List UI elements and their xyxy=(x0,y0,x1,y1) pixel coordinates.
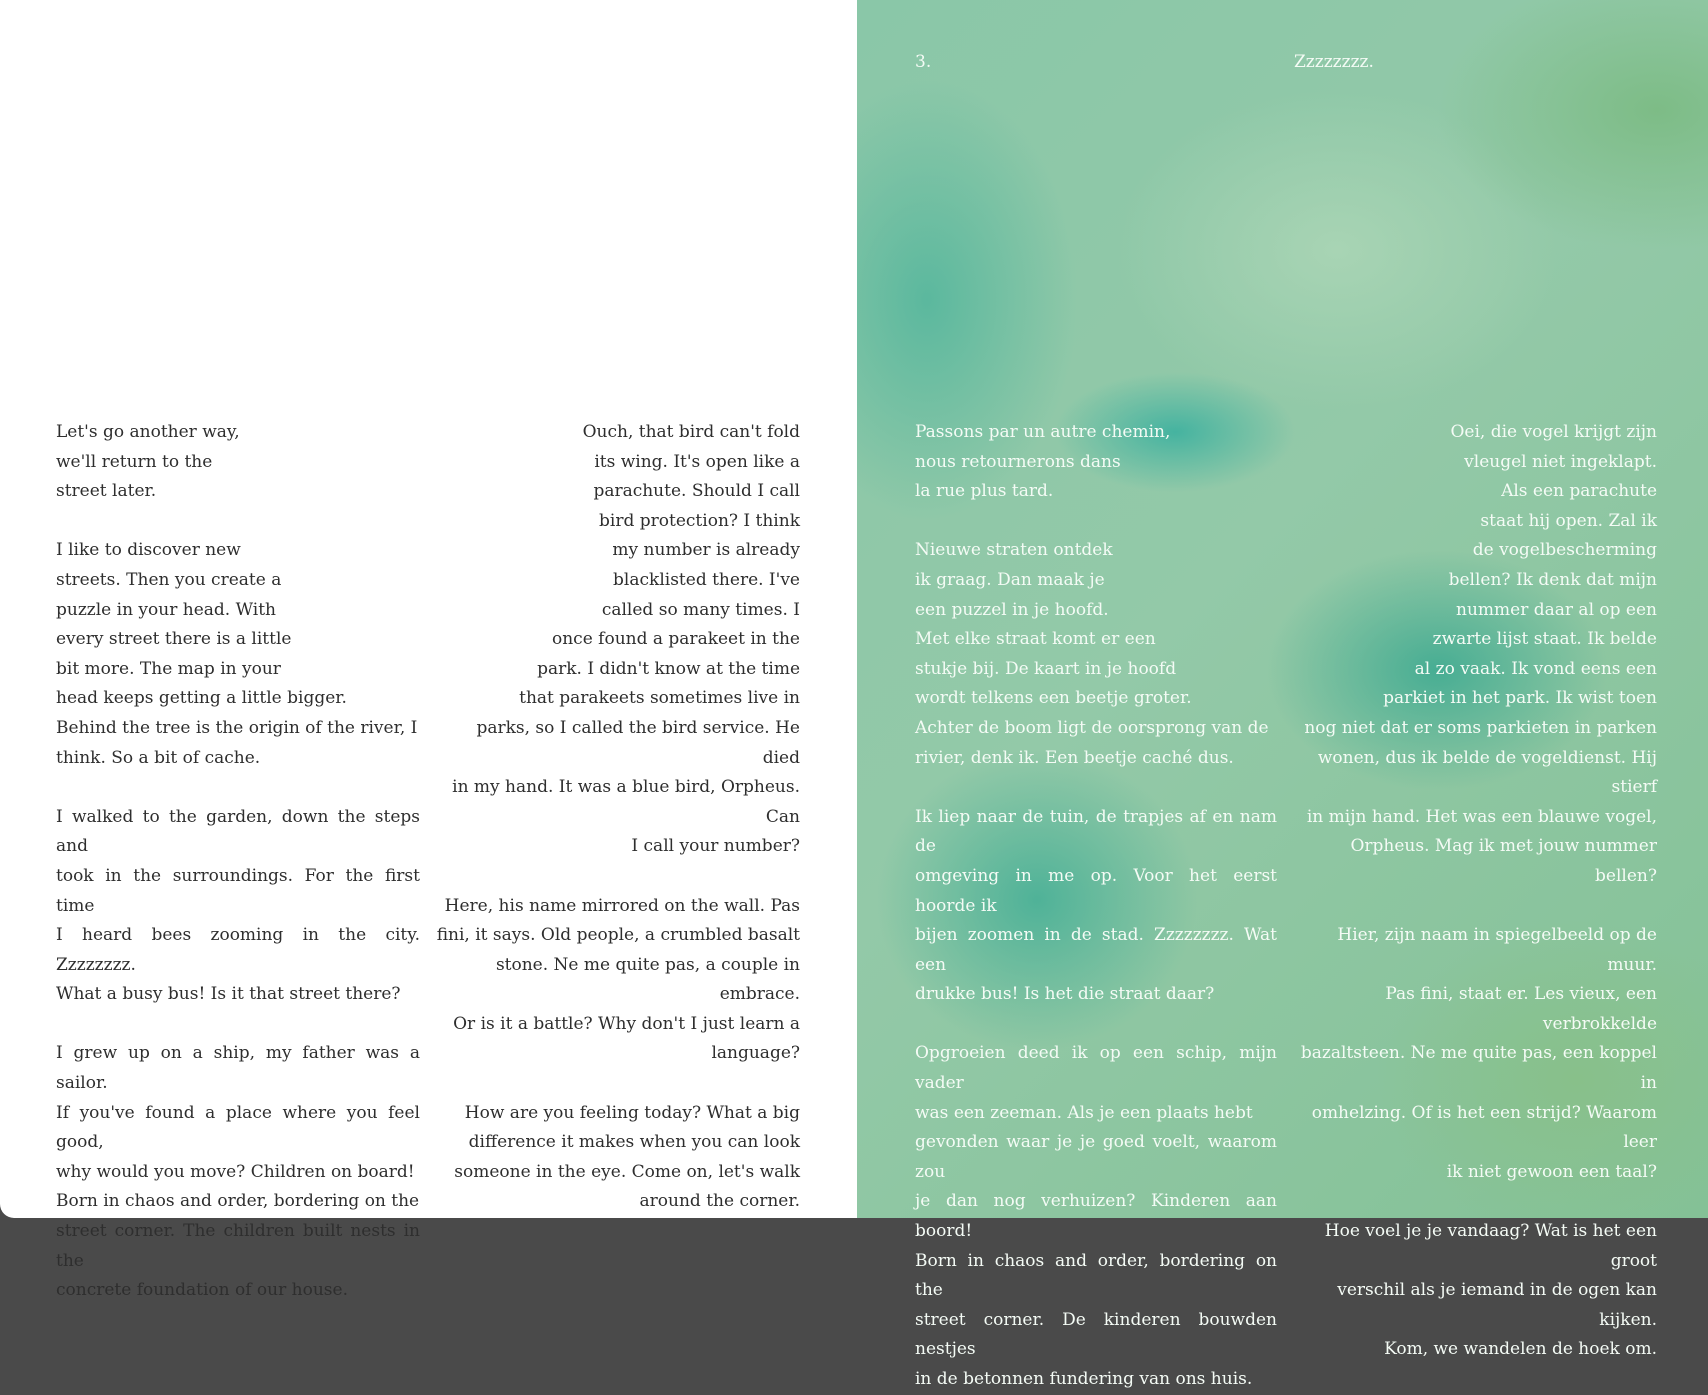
page-title: Zzzzzzzz. xyxy=(1294,52,1374,72)
right-column-dutch-2: Oei, die vogel krijgt zijn vleugel niet ingeklapt. Als een parachute staat hij open. Zal ik de vogelbescherming bellen? Ik denk dat mijn nummer daar al op een zwarte lijst staat. Ik belde al zo vaak. Ik vond eens een parkiet in het park. Ik wist toen nog niet dat er soms parkieten in parken wonen, dus ik belde de vogeldienst. Hij stierf in mijn hand. Het was een blauwe vogel, Orpheus. Mag ik met jouw nummer bellen? Hier, zijn naam in spiegelbeeld op de muur. Pas fini, staat er. Les vieux, een verbrokkelde bazaltsteen. Ne me quite pas, een koppel in omhelzing. Of is het een strijd? Waarom leer ik niet gewoon een taal? Hoe voel je je vandaag? Wat is het een groot verschil als je iemand in de ogen kan kijken. Kom, we wandelen de hoek om. xyxy=(1300,422,1657,1360)
left-column-english-2: Ouch, that bird can't fold its wing. It's open like a parachute. Should I call bird protection? I think my number is already blacklisted there. I've called so many times. I once found a parakeet in the park. I didn't know at the time that parakeets sometimes live in parks, so I called the bird service. He died in my hand. It was a blue bird, Orpheus. Can I call your number? Here, his name mirrored on the wall. Pas fini, it says. Old people, a crumbled basalt stone. Ne me quite pas, a couple in embrace. Or is it a battle? Why don't I just learn a language? How are you feeling today? What a big difference it makes when you can look someone in the eye. Come on, let's walk around the corner. xyxy=(436,422,800,1212)
right-page xyxy=(857,0,1708,1389)
right-column-dutch-1: Passons par un autre chemin, nous retournerons dans la rue plus tard. Nieuwe straten ontdek ik graag. Dan maak je een puzzel in je hoofd. Met elke straat komt er een stukje bij. De kaart in je hoofd wordt telkens een beetje groter. Achter de boom ligt de oorsprong van de rivier, denk ik. Een beetje caché dus. Ik liep naar de tuin, de trapjes af en nam de omgeving in me op. Voor het eerst hoorde ik bijen zoomen in de stad. Zzzzzzzz. Wat een drukke bus! Is het die straat daar? Opgroeien deed ik op een schip, mijn vader was een zeeman. Als je een plaats hebt gevonden waar je je goed voelt, waarom zou je dan nog verhuizen? Kinderen aan boord! Born in chaos and order, bordering on the street corner. De kinderen bouwden nestjes in de betonnen fundering van ons huis. xyxy=(915,422,1277,1389)
page-number: 3. xyxy=(915,52,932,72)
left-column-english-1: Let's go another way, we'll return to the street later. I like to discover new streets. Then you create a puzzle in your head. With every street there is a little bit more. The map in your head keeps getting a little bigger. Behind the tree is the origin of the river, I think. So a bit of cache. I walked to the garden, down the steps and took in the surroundings. For the first time I heard bees zooming in the city. Zzzzzzzz. What a busy bus! Is it that street there? I grew up on a ship, my father was a sailor. If you've found a place where you feel good, why would you move? Children on board! Born in chaos and order, bordering on the street corner. The children built nests in the concrete foundation of our house. xyxy=(56,422,420,1301)
left-page xyxy=(0,0,857,1301)
